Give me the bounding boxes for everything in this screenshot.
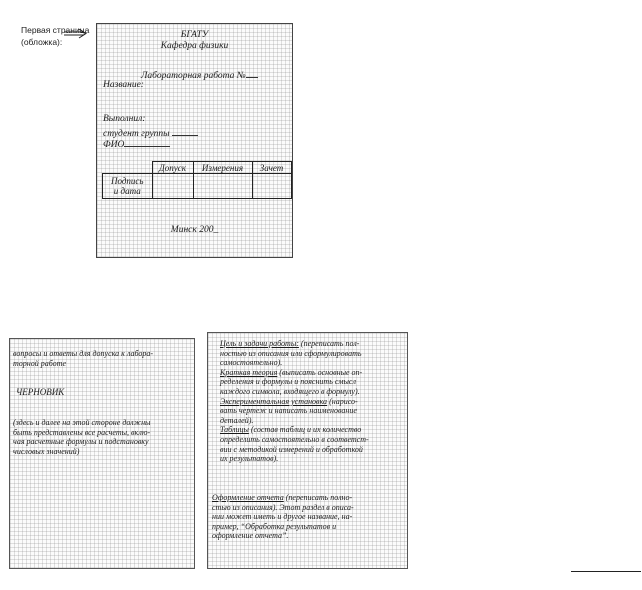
draft-note-line-4: числовых значений)	[13, 446, 80, 456]
draft-page	[9, 338, 195, 569]
group-blank	[172, 126, 198, 136]
admission-questions	[13, 349, 153, 368]
draft-note-line-1: (здесь и далее на этой стороне должны	[13, 418, 151, 427]
footnote-rule	[571, 571, 641, 572]
signature-row-label-2: и дата	[113, 186, 141, 196]
right-arrow-icon	[64, 29, 88, 39]
setup-line-3: деталей).	[220, 415, 254, 425]
city-year: Минск 200_	[170, 225, 219, 235]
report-sections	[220, 339, 369, 464]
header-dopusk: Допуск	[152, 162, 193, 174]
report-text-1: (переписать полно-	[283, 493, 353, 502]
cover-caption-line2: (обложка):	[21, 37, 63, 47]
tables-title: Таблицы	[220, 425, 249, 435]
goal-line-3: самостоятельно).	[220, 358, 283, 368]
table-corner	[103, 162, 153, 174]
goal-title: Цель и задачи работы:	[220, 339, 299, 348]
draft-note-line-2: быть представлены все расчеты, вклю-	[13, 427, 151, 437]
theory-line-3: каждого символа, входящего в формулу).	[220, 386, 360, 396]
setup-line-1	[220, 397, 369, 407]
draft-note-line-3: чая расчетные формулы и подстановку	[13, 437, 149, 447]
signature-row-label	[103, 174, 153, 199]
name-label: Название:	[103, 80, 144, 90]
report-line-3: нии может иметь и другое название, на-	[212, 512, 353, 522]
report-line-4: пример, “Обработка результатов и	[212, 521, 337, 531]
signature-row-label-1: Подпись	[110, 176, 144, 186]
draft-heading: ЧЕРНОВИК	[16, 387, 65, 397]
admission-line-1: вопросы и ответы для допуска к лабора-	[13, 349, 154, 358]
izmereniya-cell	[193, 174, 252, 199]
dopusk-cell	[152, 174, 193, 199]
header-izmereniya: Измерения	[193, 162, 252, 174]
setup-title: Экспериментальная установка	[220, 396, 328, 406]
draft-note	[13, 418, 150, 456]
goal-line-2: ностью из описания или сформулировать	[220, 348, 362, 358]
signature-table-row	[103, 174, 292, 199]
report-title: Оформление отчета	[212, 493, 284, 502]
report-line-5: оформление отчета”.	[212, 531, 289, 541]
tables-text-1: (состав таблиц и их количество	[248, 425, 362, 435]
setup-text-1: (нарисо-	[327, 396, 358, 406]
report-line-1	[212, 493, 354, 503]
student-group-label: студент группы	[103, 129, 170, 139]
theory-text-1: (выписать основные оп-	[277, 367, 363, 377]
performed-label: Выполнил:	[103, 114, 146, 124]
lab-number-blank	[246, 68, 258, 78]
lab-work-label: Лабораторная работа №	[141, 71, 246, 81]
cover-caption-line1: Первая страница	[21, 25, 90, 35]
setup-line-2: вать чертеж и написать наименование	[220, 406, 357, 416]
department-name: Кафедра физики	[160, 41, 229, 51]
university-name: БГАТУ	[180, 30, 209, 40]
zachet-cell	[252, 174, 291, 199]
fio-line	[103, 137, 170, 151]
admission-line-2: торной работе	[13, 358, 66, 368]
fio-label: ФИО	[103, 140, 125, 150]
cover-page	[96, 23, 293, 258]
fio-blank	[124, 137, 170, 147]
theory-line-1	[220, 368, 369, 378]
goal-line-1	[220, 339, 369, 349]
tables-line-3: вии с методикой измерений и обработкой	[220, 444, 363, 454]
theory-line-2: ределения и формулы и пояснить смысл	[220, 377, 356, 387]
header-zachet: Зачет	[252, 162, 291, 174]
tables-line-2: определить самостоятельно в соответст-	[220, 434, 369, 444]
tables-line-4: их результатов).	[220, 454, 279, 464]
theory-title: Краткая теория	[220, 367, 278, 377]
tables-line-1	[220, 425, 369, 435]
report-line-2: стью из описания). Этот раздел в описа-	[212, 502, 354, 512]
report-page	[207, 332, 408, 569]
lab-work-line	[141, 68, 258, 82]
signature-table	[102, 161, 292, 199]
goal-text-1: (переписать пол-	[298, 339, 360, 348]
report-format-section	[212, 493, 354, 541]
signature-table-header	[103, 162, 292, 174]
